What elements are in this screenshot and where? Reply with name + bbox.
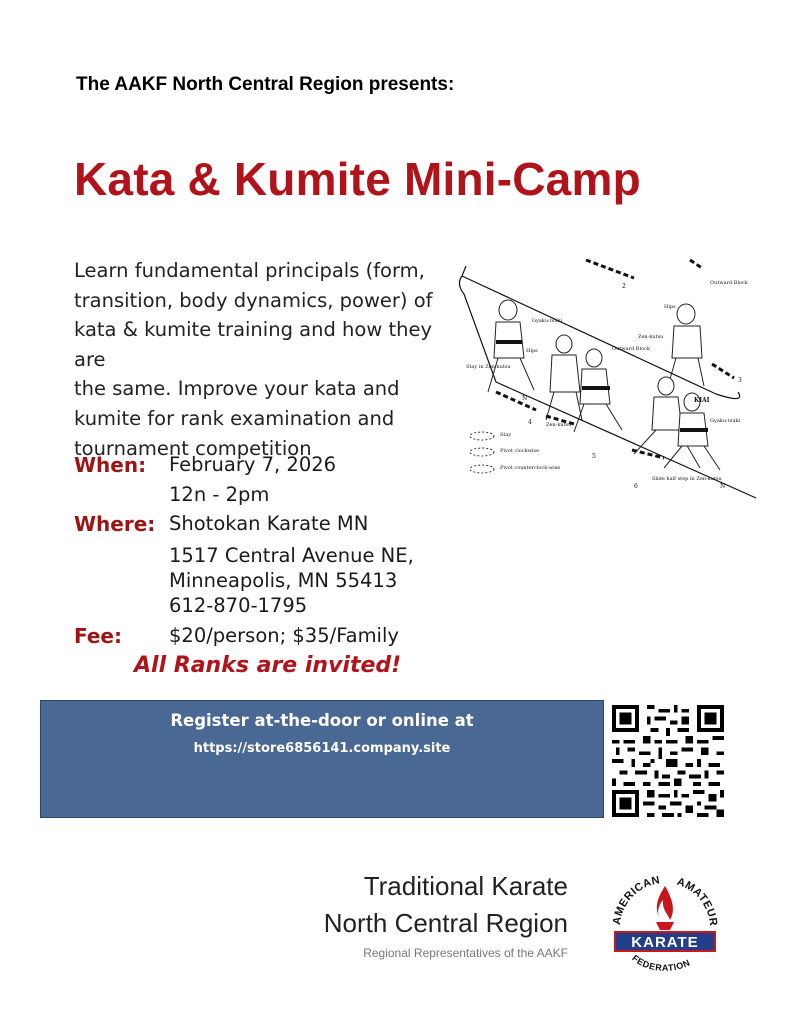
label-stay-in-zen-kutsu: Stay in Zen-kutsu bbox=[466, 364, 511, 370]
where-label: Where: bbox=[74, 512, 156, 536]
label-zen-kutsu-bottom: Zen-kutsu bbox=[546, 422, 572, 428]
organization-name bbox=[300, 868, 568, 942]
when-label: When: bbox=[74, 453, 147, 477]
label-zen-kutsu: Zen-kutsu bbox=[638, 334, 664, 340]
svg-text:AMERICAN bbox=[611, 874, 661, 925]
event-title: Kata & Kumite Mini-Camp bbox=[74, 153, 641, 205]
label-hips: Hips bbox=[526, 348, 538, 354]
label-north-bottom: N bbox=[720, 483, 726, 490]
logo-text-american: AMERICAN bbox=[610, 874, 662, 926]
presenter-line: The AAKF North Central Region presents: bbox=[76, 74, 455, 95]
label-step-6: 6 bbox=[634, 483, 638, 490]
event-time: 12n - 2pm bbox=[169, 483, 270, 506]
label-gyaku-tsuki-right: Gyaku-tsuki bbox=[710, 418, 741, 424]
legend-pivot-counterclockwise: Pivot counterclock-wise bbox=[500, 465, 561, 471]
svg-text:AMATEUR bbox=[675, 876, 719, 927]
registration-link[interactable]: https://store6856141.company.site bbox=[193, 741, 451, 756]
label-outward-block-top: Outward Block bbox=[710, 280, 748, 286]
description-line: tournament competition bbox=[74, 436, 312, 460]
logo-text-karate: KARATE bbox=[631, 934, 699, 951]
label-step-5: 5 bbox=[592, 453, 596, 460]
organization-tagline: Regional Representatives of the AAKF bbox=[363, 946, 568, 960]
label-step-4: 4 bbox=[528, 419, 532, 426]
registration-qr-code[interactable] bbox=[612, 705, 724, 817]
description-line: kata & kumite training and how they are bbox=[74, 318, 433, 371]
svg-text:FEDERATION bbox=[630, 953, 691, 973]
legend-stay: Stay bbox=[500, 432, 512, 438]
event-description bbox=[74, 256, 464, 463]
legend-pivot-clockwise: Pivot clockwise bbox=[500, 448, 540, 454]
description-line: the same. Improve your kata and bbox=[74, 377, 400, 401]
fee-label: Fee: bbox=[74, 624, 122, 648]
label-outward-block: Outward Block bbox=[612, 346, 650, 352]
description-line: kumite for rank examination and bbox=[74, 406, 395, 430]
registration-heading: Register at-the-door or online at bbox=[170, 711, 474, 730]
label-gyaku-tsuki: Gyaku-tsuki bbox=[532, 318, 563, 324]
label-kiai: KIAI bbox=[694, 397, 710, 404]
fee-value: $20/person; $35/Family bbox=[169, 624, 399, 647]
kata-diagram-illustration bbox=[456, 254, 766, 499]
logo-text-amateur: AMATEUR bbox=[675, 875, 720, 927]
description-line: Learn fundamental principals (form, bbox=[74, 259, 425, 282]
address-line-2: Minneapolis, MN 55413 bbox=[169, 569, 398, 592]
label-hips-top: Hips bbox=[664, 304, 676, 310]
logo-text-federation: FEDERATION bbox=[630, 952, 692, 973]
phone-number: 612-870-1795 bbox=[169, 594, 308, 617]
address-line-1: 1517 Central Avenue NE, bbox=[169, 544, 414, 567]
invitation-note: All Ranks are invited! bbox=[134, 653, 402, 678]
event-date: February 7, 2026 bbox=[169, 453, 337, 476]
description-line: transition, body dynamics, power) of bbox=[74, 288, 433, 312]
logo-flame bbox=[657, 886, 673, 920]
label-step-3: 3 bbox=[738, 377, 742, 384]
aakf-logo bbox=[606, 866, 724, 974]
label-slide-half-step: Slide half step in Zen-kutsu bbox=[652, 476, 722, 482]
organization-name-line-2: North Central Region bbox=[323, 908, 568, 938]
registration-banner bbox=[40, 700, 604, 818]
organization-name-line-1: Traditional Karate bbox=[363, 871, 568, 901]
label-north: N bbox=[522, 395, 528, 402]
venue-name: Shotokan Karate MN bbox=[169, 512, 369, 535]
label-step-2: 2 bbox=[622, 283, 626, 290]
